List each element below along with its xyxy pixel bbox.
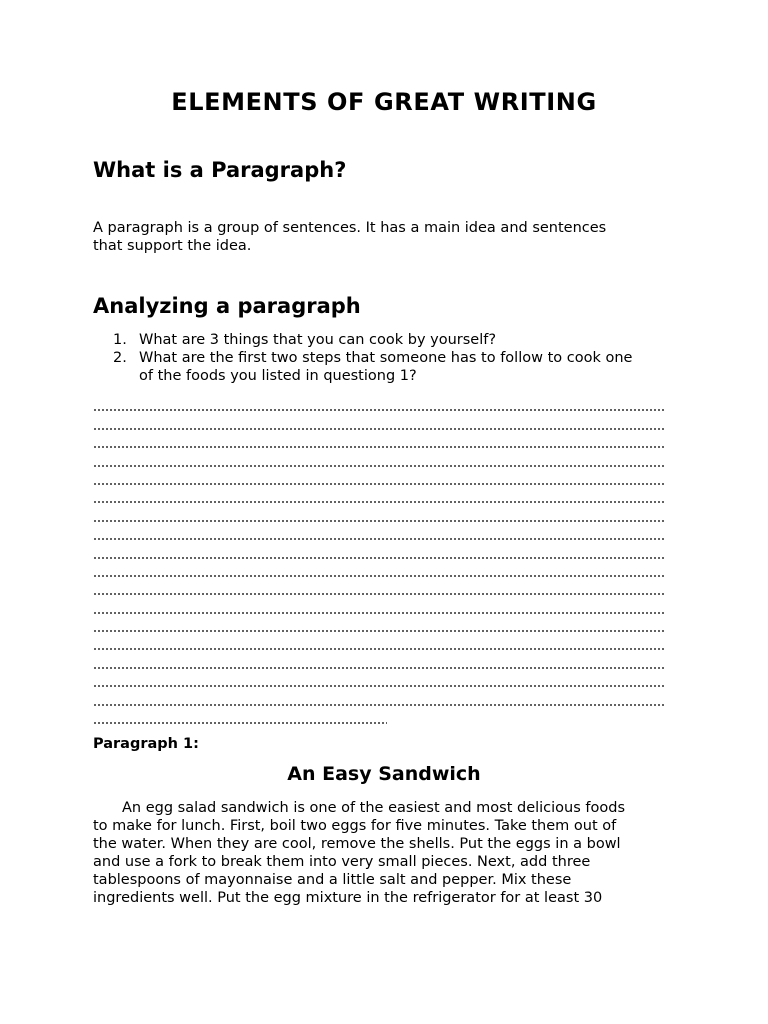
answer-line[interactable]: [93, 654, 673, 672]
question-item: [113, 331, 673, 349]
answer-line[interactable]: [93, 397, 673, 415]
definition-line: that support the idea.: [93, 238, 252, 254]
question-item: [113, 349, 673, 385]
answer-line[interactable]: [93, 673, 673, 691]
answer-line[interactable]: [93, 544, 673, 562]
answer-lines: [93, 397, 673, 728]
paragraph-line: An egg salad sandwich is one of the easiest and most delicious foods: [122, 800, 625, 816]
paragraph-line: tablespoons of mayonnaise and a little salt and pepper. Mix these: [93, 872, 572, 888]
question-number: 1.: [113, 332, 127, 348]
question-list: [113, 331, 673, 385]
answer-line[interactable]: [93, 691, 673, 709]
paragraph-title: An Easy Sandwich: [287, 763, 481, 785]
paragraph-label: Paragraph 1:: [93, 736, 199, 752]
paragraph-line: to make for lunch. First, boil two eggs for five minutes. Take them out of: [93, 818, 617, 834]
paragraph-definition: [93, 219, 673, 255]
question-text: of the foods you listed in questiong 1?: [139, 368, 417, 384]
answer-line[interactable]: [93, 563, 673, 581]
document-title: ELEMENTS OF GREAT WRITING: [171, 88, 597, 116]
answer-line[interactable]: [93, 452, 673, 470]
answer-line[interactable]: [93, 618, 673, 636]
answer-line[interactable]: [93, 489, 673, 507]
answer-line[interactable]: [93, 434, 673, 452]
answer-line[interactable]: [93, 581, 673, 599]
answer-line[interactable]: [93, 415, 673, 433]
answer-line[interactable]: [93, 526, 673, 544]
section-heading-analyzing-paragraph: Analyzing a paragraph: [93, 294, 361, 318]
question-number: 2.: [113, 350, 127, 366]
paragraph-line: ingredients well. Put the egg mixture in the refrigerator for at least 30: [93, 890, 603, 906]
answer-line[interactable]: [93, 636, 673, 654]
paragraph-line: the water. When they are cool, remove the shells. Put the eggs in a bowl: [93, 836, 621, 852]
paragraph-body: [93, 799, 673, 907]
answer-line[interactable]: [93, 471, 673, 489]
question-text: What are 3 things that you can cook by yourself?: [139, 332, 497, 348]
question-text: What are the first two steps that someone has to follow to cook one: [139, 350, 633, 366]
paragraph-line: and use a fork to break them into very small pieces. Next, add three: [93, 854, 591, 870]
answer-line[interactable]: [93, 599, 673, 617]
answer-line[interactable]: [93, 507, 673, 525]
section-heading-what-is-paragraph: What is a Paragraph?: [93, 158, 347, 182]
answer-line[interactable]: [93, 710, 673, 728]
definition-line: A paragraph is a group of sentences. It has a main idea and sentences: [93, 220, 607, 236]
